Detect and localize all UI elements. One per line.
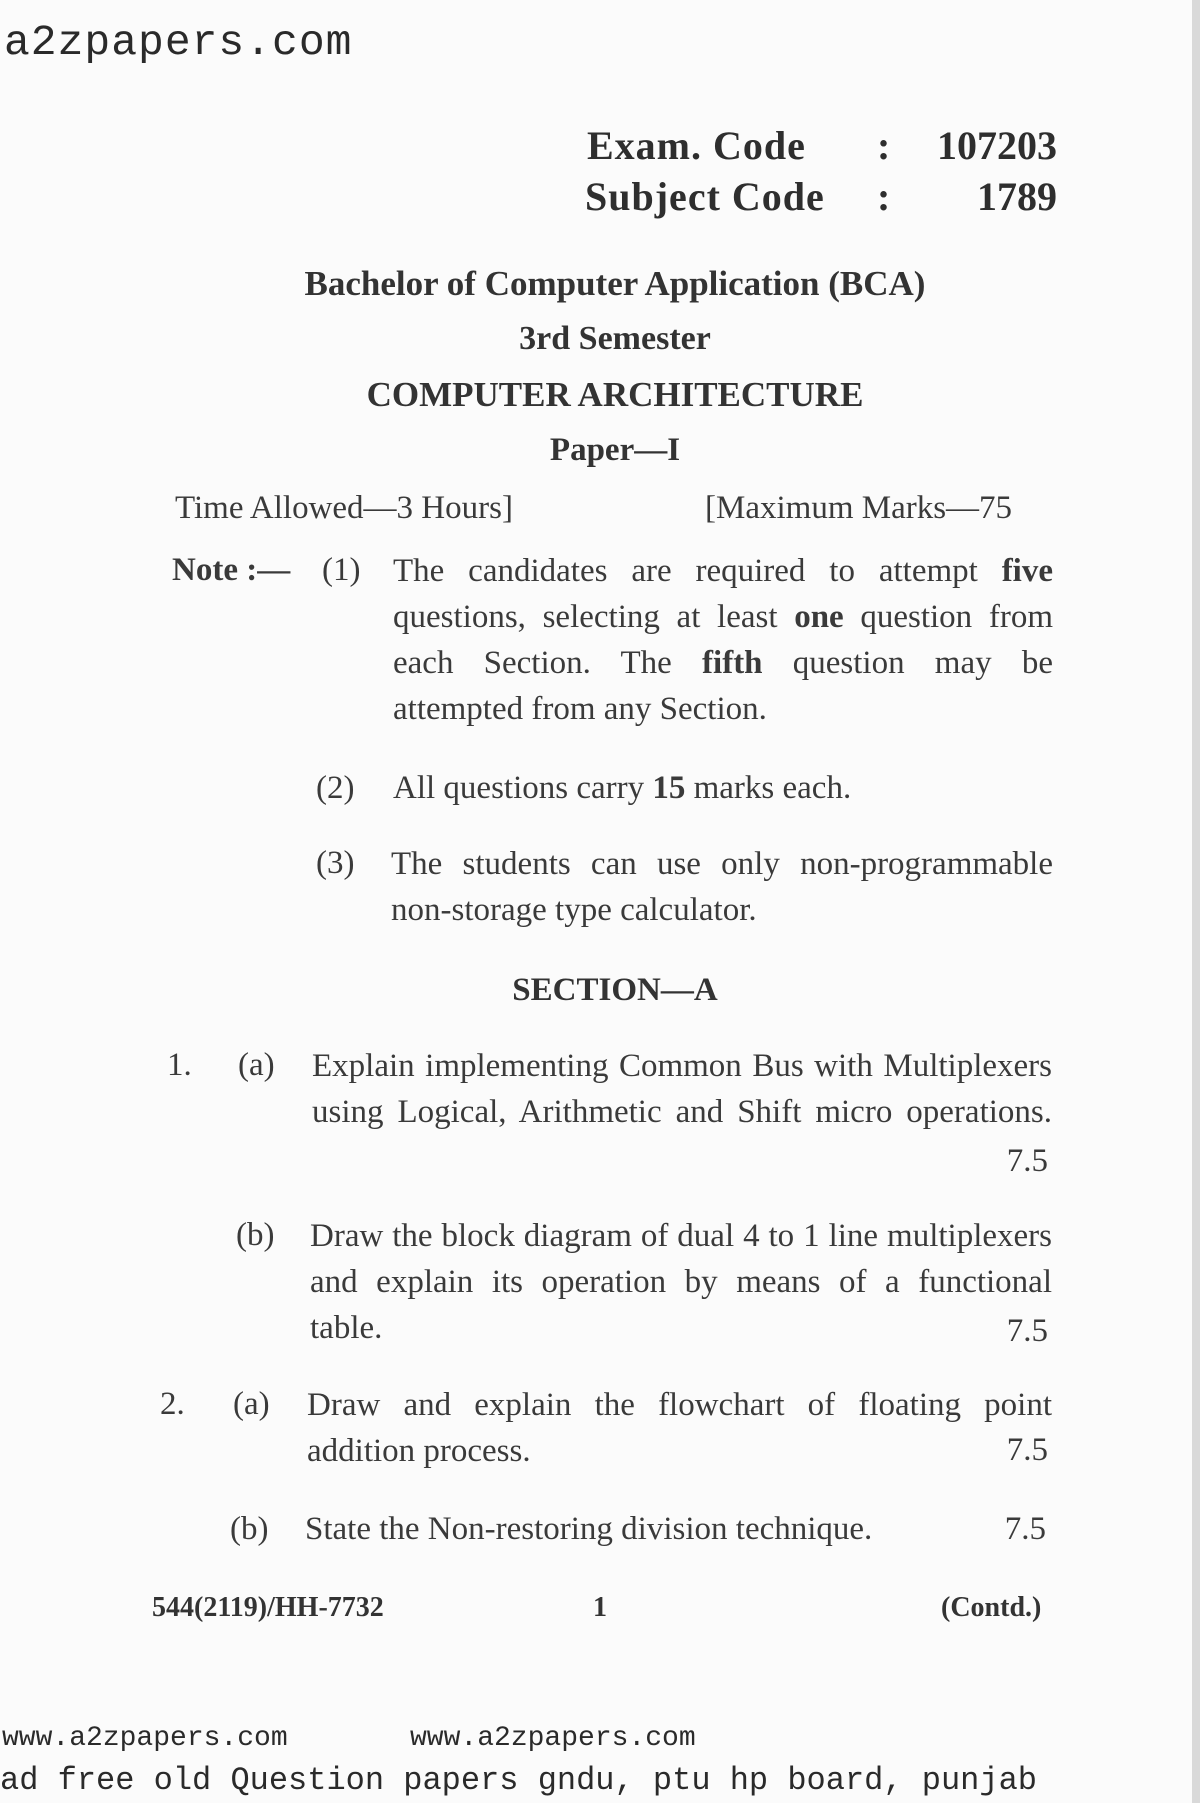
subject-code-label: Subject Code	[585, 174, 825, 219]
note-3-line-1: The students can use only non-programmable	[391, 846, 1053, 882]
question-1a-label: (a)	[238, 1047, 275, 1083]
question-1b-text	[310, 1213, 1052, 1351]
question-2a-line-1: Draw and explain the flowchart of floating point	[307, 1387, 1052, 1423]
question-2-number: 2.	[160, 1386, 185, 1422]
note-1-text	[393, 548, 1053, 732]
question-2b-text: State the Non-restoring division technique.	[305, 1511, 873, 1547]
question-1a-text	[312, 1043, 1052, 1135]
note-3-text	[391, 841, 1053, 933]
semester-title: 3rd Semester	[519, 320, 711, 357]
subject-title: COMPUTER ARCHITECTURE	[366, 375, 864, 414]
question-1b-marks: 7.5	[1006, 1313, 1048, 1349]
scan-edge-shadow	[1192, 0, 1200, 1803]
note-3-number: (3)	[316, 845, 355, 881]
exam-code-colon: :	[877, 123, 891, 168]
degree-title: Bachelor of Computer Application (BCA)	[304, 264, 926, 303]
note-2-text: All questions carry 15 marks each.	[393, 770, 852, 806]
footer-paper-code: 544(2119)/HH-7732	[152, 1592, 384, 1623]
question-1b-line-1: Draw the block diagram of dual 4 to 1 line multiplexers	[310, 1218, 1052, 1254]
maximum-marks: [Maximum Marks—75	[705, 490, 1013, 526]
question-1b-line-3: table.	[310, 1310, 383, 1346]
note-1-number: (1)	[322, 552, 361, 588]
exam-code-label: Exam. Code	[587, 123, 806, 168]
question-1-number: 1.	[167, 1047, 192, 1083]
question-1a-marks: 7.5	[1006, 1143, 1048, 1179]
subject-code-colon: :	[877, 174, 891, 219]
footer-page-number: 1	[593, 1592, 607, 1623]
question-2b-label: (b)	[230, 1511, 269, 1547]
footer-contd: (Contd.)	[941, 1592, 1042, 1623]
exam-code-row	[587, 122, 1057, 170]
question-1a-line-1: Explain implementing Common Bus with Multiplexers	[312, 1048, 1052, 1084]
watermark-bottom-right: www.a2zpapers.com	[410, 1723, 696, 1754]
question-2a-marks: 7.5	[1006, 1432, 1048, 1468]
watermark-bottom-line: ad free old Question papers gndu, ptu hp board, punjab	[0, 1762, 1037, 1799]
paper-title: Paper—I	[549, 432, 681, 468]
question-1a-line-2: using Logical, Arithmetic and Shift micro operations.	[312, 1094, 1052, 1130]
question-2b-marks: 7.5	[1004, 1511, 1046, 1547]
note-1-line-2: questions, selecting at least one question from	[393, 599, 1053, 635]
note-2-number: (2)	[316, 770, 355, 806]
note-1-line-4: attempted from any Section.	[393, 691, 767, 727]
time-allowed: Time Allowed—3 Hours]	[175, 490, 513, 526]
question-2a-text	[307, 1382, 1052, 1474]
subject-code-row	[585, 173, 1057, 221]
question-1b-label: (b)	[236, 1217, 275, 1253]
watermark-top: a2zpapers.com	[4, 18, 353, 67]
watermark-bottom-left: www.a2zpapers.com	[2, 1723, 288, 1754]
note-1-line-1: The candidates are required to attempt five	[393, 553, 1053, 589]
note-label: Note :—	[172, 552, 291, 588]
subject-code-value: 1789	[977, 174, 1057, 219]
question-2a-line-2: addition process.	[307, 1433, 531, 1469]
note-3-line-2: non-storage type calculator.	[391, 892, 757, 928]
section-title: SECTION—A	[512, 972, 718, 1008]
question-1b-line-2: and explain its operation by means of a functional	[310, 1264, 1052, 1300]
exam-code-value: 107203	[937, 123, 1057, 168]
question-2a-label: (a)	[233, 1386, 270, 1422]
note-1-line-3: each Section. The fifth question may be	[393, 645, 1053, 681]
